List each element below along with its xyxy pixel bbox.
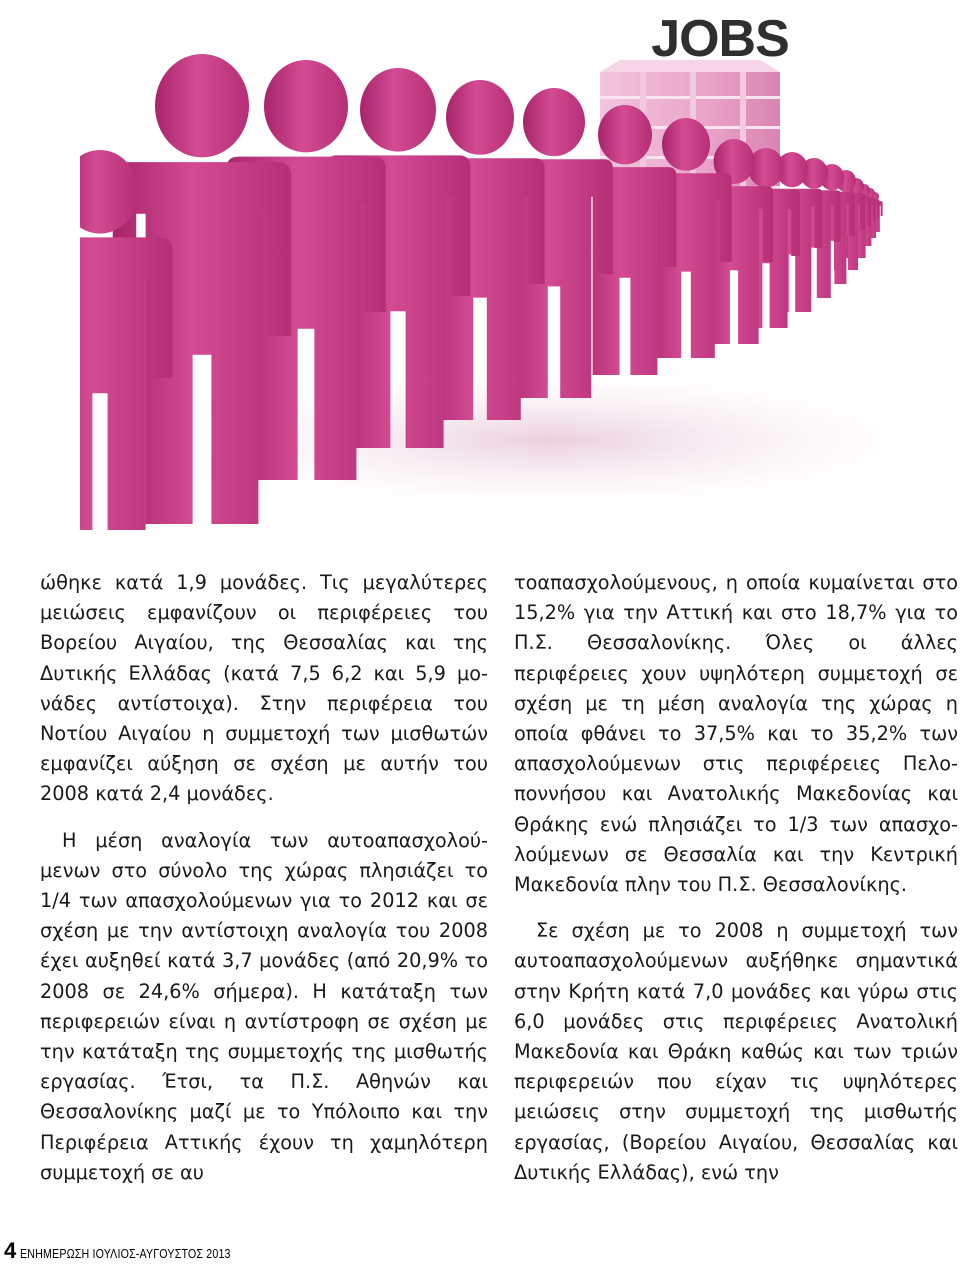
- paragraph: Σε σχέση με το 2008 η συμμετοχή των αυτοαπασχολούμενων αυξήθηκε σημαντικά στην Κρήτη κατά 7,0 μονάδες και γύρω στις 6,0 μονάδες στις περιφέρειες Ανατολική Μακεδονία και Θράκη καθώς και των τριών περιφερειών που είχαν τις υψηλότερες μειώσεις στην συμμετοχή της μισθωτής εργασίας, (Βορείου Αιγαίου, Θεσσαλίας και Δυτικής Ελλάδας), ενώ την: [514, 919, 958, 1184]
- page-footer: [4, 1238, 277, 1264]
- paragraph: τοαπασχολούμενους, η οποία κυμαίνεται στο 15,2% για την Αττική και στο 18,7% για το Π.Σ. Θεσσαλονίκης. Όλες οι άλλες περιφέρειες χουν υψηλότερη συμμετοχή σε σχέση με τη μέση αναλογία της χώρας η οποία φθάνει το 37,5% και το 35,2% των απασχολούμενων στις περιφέρειες Πελοποννήσου και Ανατολικής Μακεδονίας και Θράκης ενώ πλησιάζει το 1/3 των απασχολούμενων σε Θεσσαλία και την Κεντρική Μακεδονία πλην του Π.Σ. Θεσσαλονίκης.: [514, 571, 958, 897]
- jobs-queue-illustration: [80, 0, 960, 530]
- column-right: [514, 568, 958, 1188]
- column-left: [40, 568, 488, 1188]
- paragraph: ώθηκε κατά 1,9 μονάδες. Τις μεγαλύτερες μειώσεις εμφανίζουν οι περιφέρειες του Βορείου Αιγαίου, της Θεσσαλίας και της Δυτικής Ελλάδας (κατά 7,5 6,2 και 5,9 μονάδες αντίστοιχα). Στην περιφέρεια του Νοτίου Αιγαίου η συμμετοχή των μισθωτών εμφανίζει αύξηση σε σχέση με αυτήν του 2008 κατά 2,4 μονάδες.: [40, 571, 488, 806]
- jobs-sign: JOBS: [651, 10, 789, 68]
- page-number: 4: [4, 1238, 17, 1263]
- hero-illustration: [80, 0, 960, 530]
- paragraph: Η μέση αναλογία των αυτοαπασχολούμενων στο σύνολο της χώρας πλησιάζει το 1/4 των απασχολούμενων για το 2012 και σε σχέση με την αντίστοιχη αναλογία του 2008 έχει αυξηθεί κατά 3,7 μονάδες (από 20,9% το 2008 σε 24,6% σήμερα). Η κατάταξη των περιφερειών είναι η αντίστροφη σε σχέση με την κατάταξη της συμμετοχής της μισθωτής εργασίας. Έτσι, τα Π.Σ. Αθηνών και Θεσσαλονίκης μαζί με το Υπόλοιπο και την Περιφέρεια Αττικής έχουν τη χαμηλότερη συμμετοχή σε αυ: [40, 828, 488, 1184]
- footer-publication-text: ΕΝΗΜΕΡΩΣΗ ΙΟΥΛΙΟΣ-ΑΥΓΟΥΣΤΟΣ 2013: [20, 1246, 231, 1261]
